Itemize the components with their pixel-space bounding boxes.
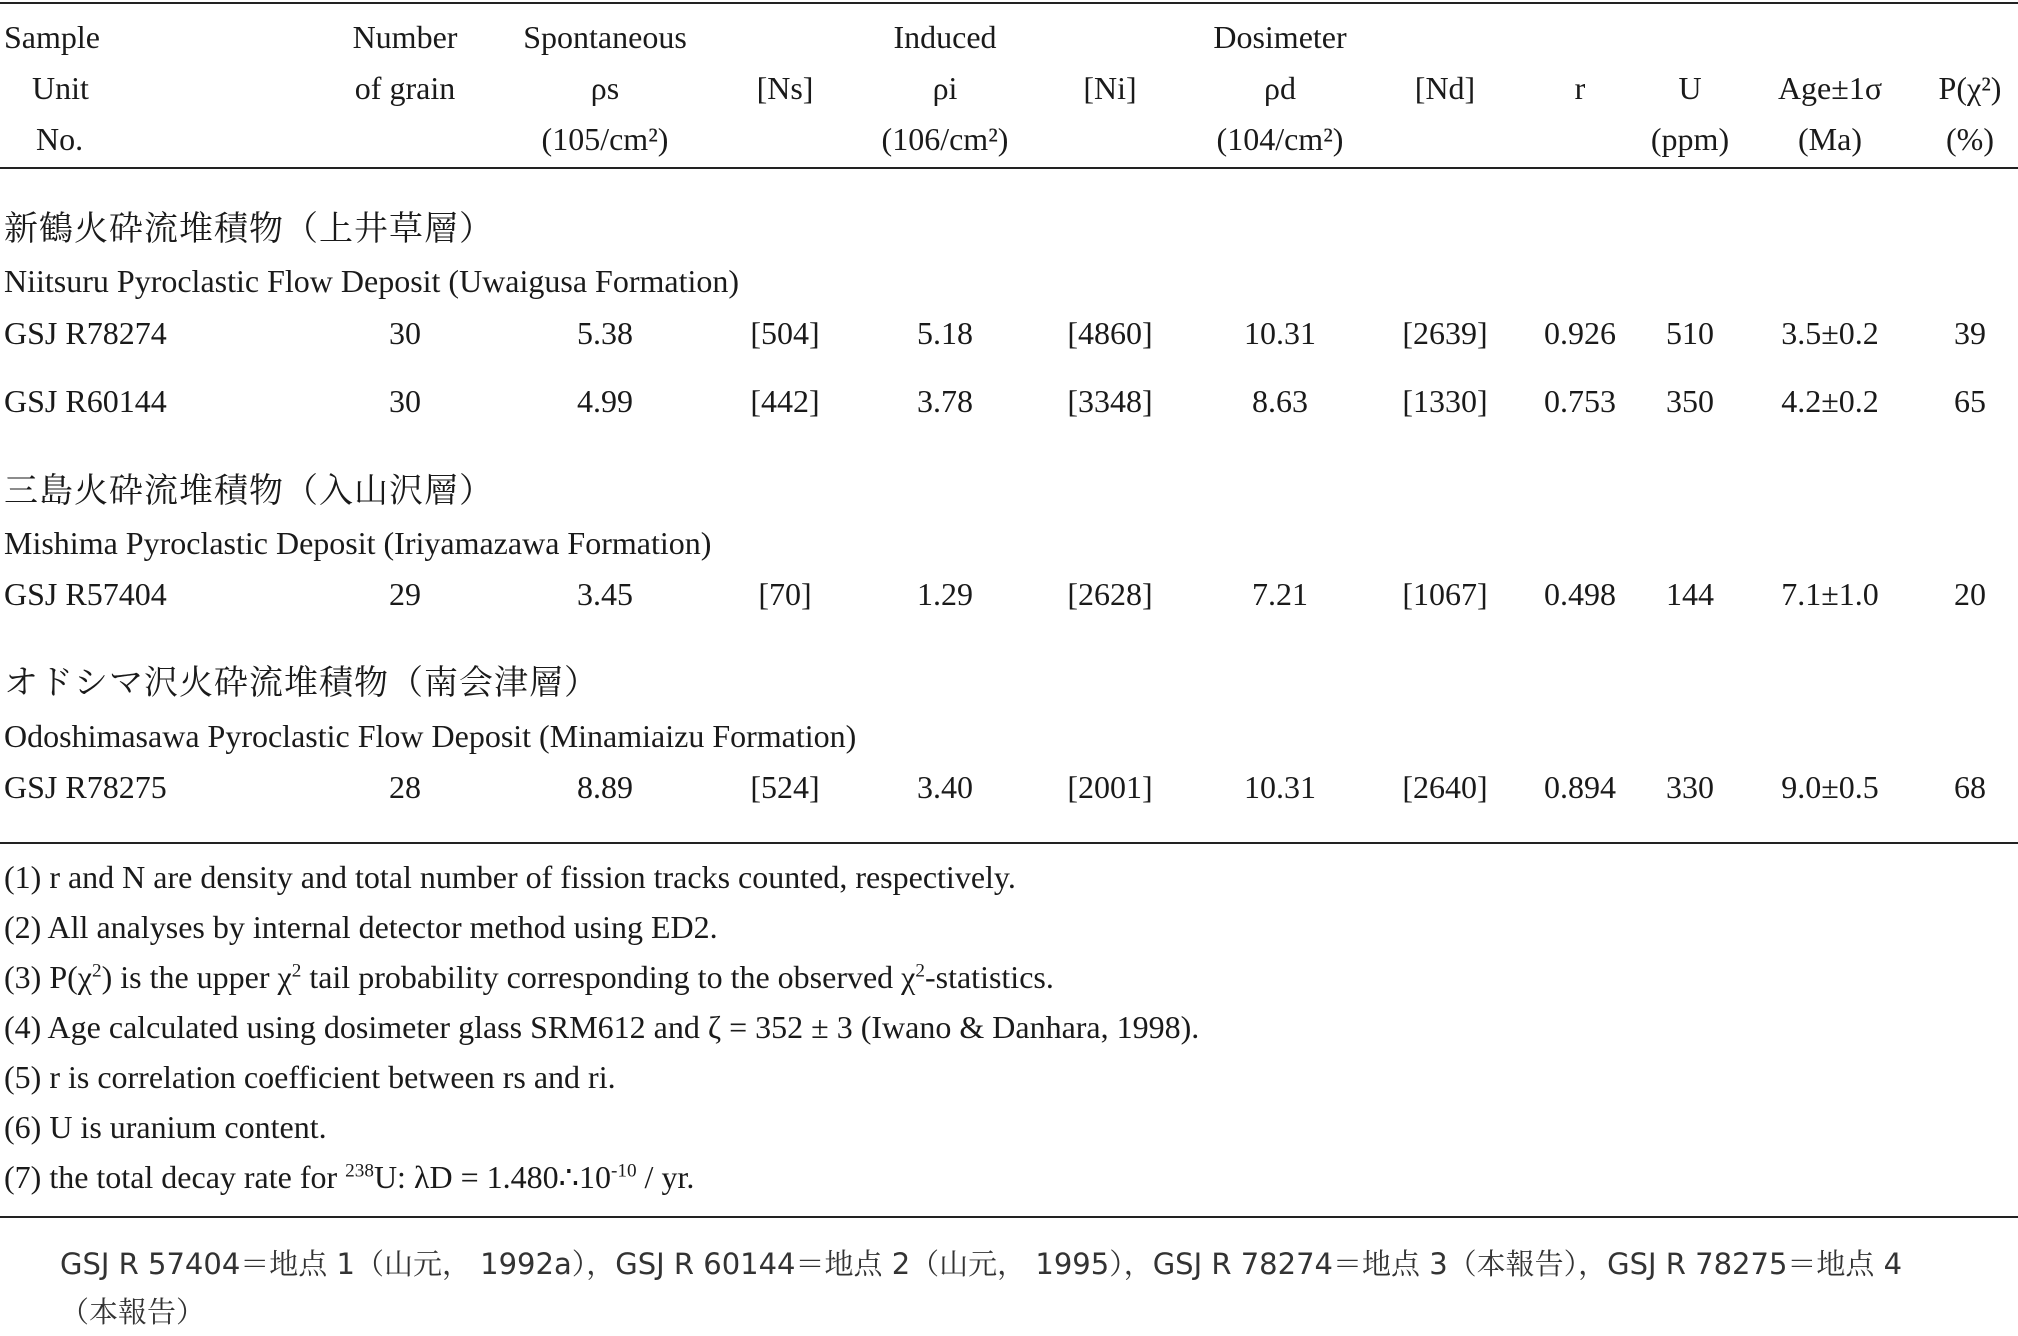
rho-d: 7.21 [1252, 576, 1308, 612]
note-2: (2) All analyses by internal detector method using ED2. [4, 909, 718, 945]
group-title-en: Niitsuru Pyroclastic Flow Deposit (Uwaigusa Formation) [4, 263, 740, 299]
rho-s: 3.45 [577, 576, 633, 612]
header-ns: [Ns] [756, 70, 814, 106]
rho-s: 5.38 [577, 315, 633, 351]
ni: [2001] [1067, 769, 1153, 805]
header-induced: Induced ρi (106/cm²) [881, 19, 1009, 157]
ni: [3348] [1067, 383, 1153, 419]
ns: [504] [750, 315, 820, 351]
group-title-en: Mishima Pyroclastic Deposit (Iriyamazawa Formation) [4, 525, 712, 561]
note-4: (4) Age calculated using dosimeter glass SRM612 and ζ = 352 ± 3 (Iwano & Danhara, 1998). [4, 1009, 1200, 1045]
group-title-jp: オドシマ沢火砕流堆積物（南会津層） [4, 663, 599, 703]
table-row [0, 762, 2018, 812]
header-ni: [Ni] [1083, 70, 1137, 106]
note-6: (6) U is uranium content. [4, 1109, 327, 1145]
grain-count: 28 [389, 769, 421, 805]
note-7: (7) the total decay rate for $^{238}$U: $\lambda D = 1.480\therefore 10^{-10}$ / yr. [4, 1159, 695, 1195]
rho-s: 8.89 [577, 769, 633, 805]
p-value: 39 [1954, 315, 1986, 351]
sample-id: GSJ R57404 [4, 576, 167, 612]
rho-d: 8.63 [1252, 383, 1308, 419]
rho-s: 4.99 [577, 383, 633, 419]
p-value: 20 [1954, 576, 1986, 612]
u-value: 350 [1666, 383, 1714, 419]
footer-caption: GSJ R 57404＝地点 1（山元， 1992a），GSJ R 60144＝地点 2（山元， 1995），GSJ R 78274＝地点 3（本報告），GSJ R 78275＝地点 4（本報告） [60, 1247, 1903, 1329]
group-title-en: Odoshimasawa Pyroclastic Flow Deposit (Minamiaizu Formation) [4, 718, 857, 754]
p-value: 68 [1954, 769, 1986, 805]
sample-id: GSJ R78275 [4, 769, 167, 805]
header-p: P(χ²) (%) [1938, 70, 2002, 157]
r-value: 0.498 [1544, 576, 1616, 612]
table-row [0, 376, 2018, 426]
notes-rule [0, 1216, 2018, 1218]
header-age: Age±1σ (Ma) [1777, 70, 1883, 157]
note-3: (3) $P(\chi^2)$ is the upper $\chi^2$ tail probability corresponding to the observed $\chi^2$-statistics. [4, 959, 1054, 995]
u-value: 330 [1666, 769, 1714, 805]
rho-d: 10.31 [1244, 315, 1316, 351]
group-title-jp: 新鶴火砕流堆積物（上井草層） [4, 209, 494, 249]
table-row [0, 308, 2018, 358]
header-spontaneous: Spontaneous ρs (105/cm²) [523, 19, 687, 157]
rho-i: 3.78 [917, 383, 973, 419]
group-title-jp: 三島火砕流堆積物（入山沢層） [4, 471, 494, 511]
rho-d: 10.31 [1244, 769, 1316, 805]
header-grain: Number of grain [352, 19, 458, 106]
age-value: 3.5±0.2 [1781, 315, 1879, 351]
ni: [2628] [1067, 576, 1153, 612]
header-rule [0, 167, 2018, 169]
age-value: 4.2±0.2 [1781, 383, 1879, 419]
sample-id: GSJ R60144 [4, 383, 167, 419]
body-rule [0, 842, 2018, 844]
grain-count: 30 [389, 315, 421, 351]
ni: [4860] [1067, 315, 1153, 351]
r-value: 0.753 [1544, 383, 1616, 419]
nd: [2640] [1402, 769, 1488, 805]
header-u: U (ppm) [1650, 70, 1730, 157]
note-5: (5) r is correlation coefficient between rs and ri. [4, 1059, 616, 1095]
header-sample: Sample Unit No. [4, 19, 100, 157]
header-r: r [1574, 70, 1586, 106]
header-dosimeter: Dosimeter ρd (104/cm²) [1213, 19, 1347, 157]
p-value: 65 [1954, 383, 1986, 419]
nd: [2639] [1402, 315, 1488, 351]
r-value: 0.926 [1544, 315, 1616, 351]
grain-count: 29 [389, 576, 421, 612]
header-nd: [Nd] [1414, 70, 1476, 106]
sample-id: GSJ R78274 [4, 315, 167, 351]
r-value: 0.894 [1544, 769, 1616, 805]
age-value: 7.1±1.0 [1781, 576, 1879, 612]
top-rule [0, 2, 2018, 4]
age-value: 9.0±0.5 [1781, 769, 1879, 805]
grain-count: 30 [389, 383, 421, 419]
rho-i: 1.29 [917, 576, 973, 612]
rho-i: 5.18 [917, 315, 973, 351]
ns: [524] [750, 769, 820, 805]
note-1: (1) r and N are density and total number of fission tracks counted, respectively. [4, 859, 1016, 895]
ns: [70] [758, 576, 812, 612]
u-value: 144 [1666, 576, 1714, 612]
nd: [1330] [1402, 383, 1488, 419]
ns: [442] [750, 383, 820, 419]
table-row [0, 569, 2018, 619]
u-value: 510 [1666, 315, 1714, 351]
rho-i: 3.40 [917, 769, 973, 805]
nd: [1067] [1402, 576, 1488, 612]
